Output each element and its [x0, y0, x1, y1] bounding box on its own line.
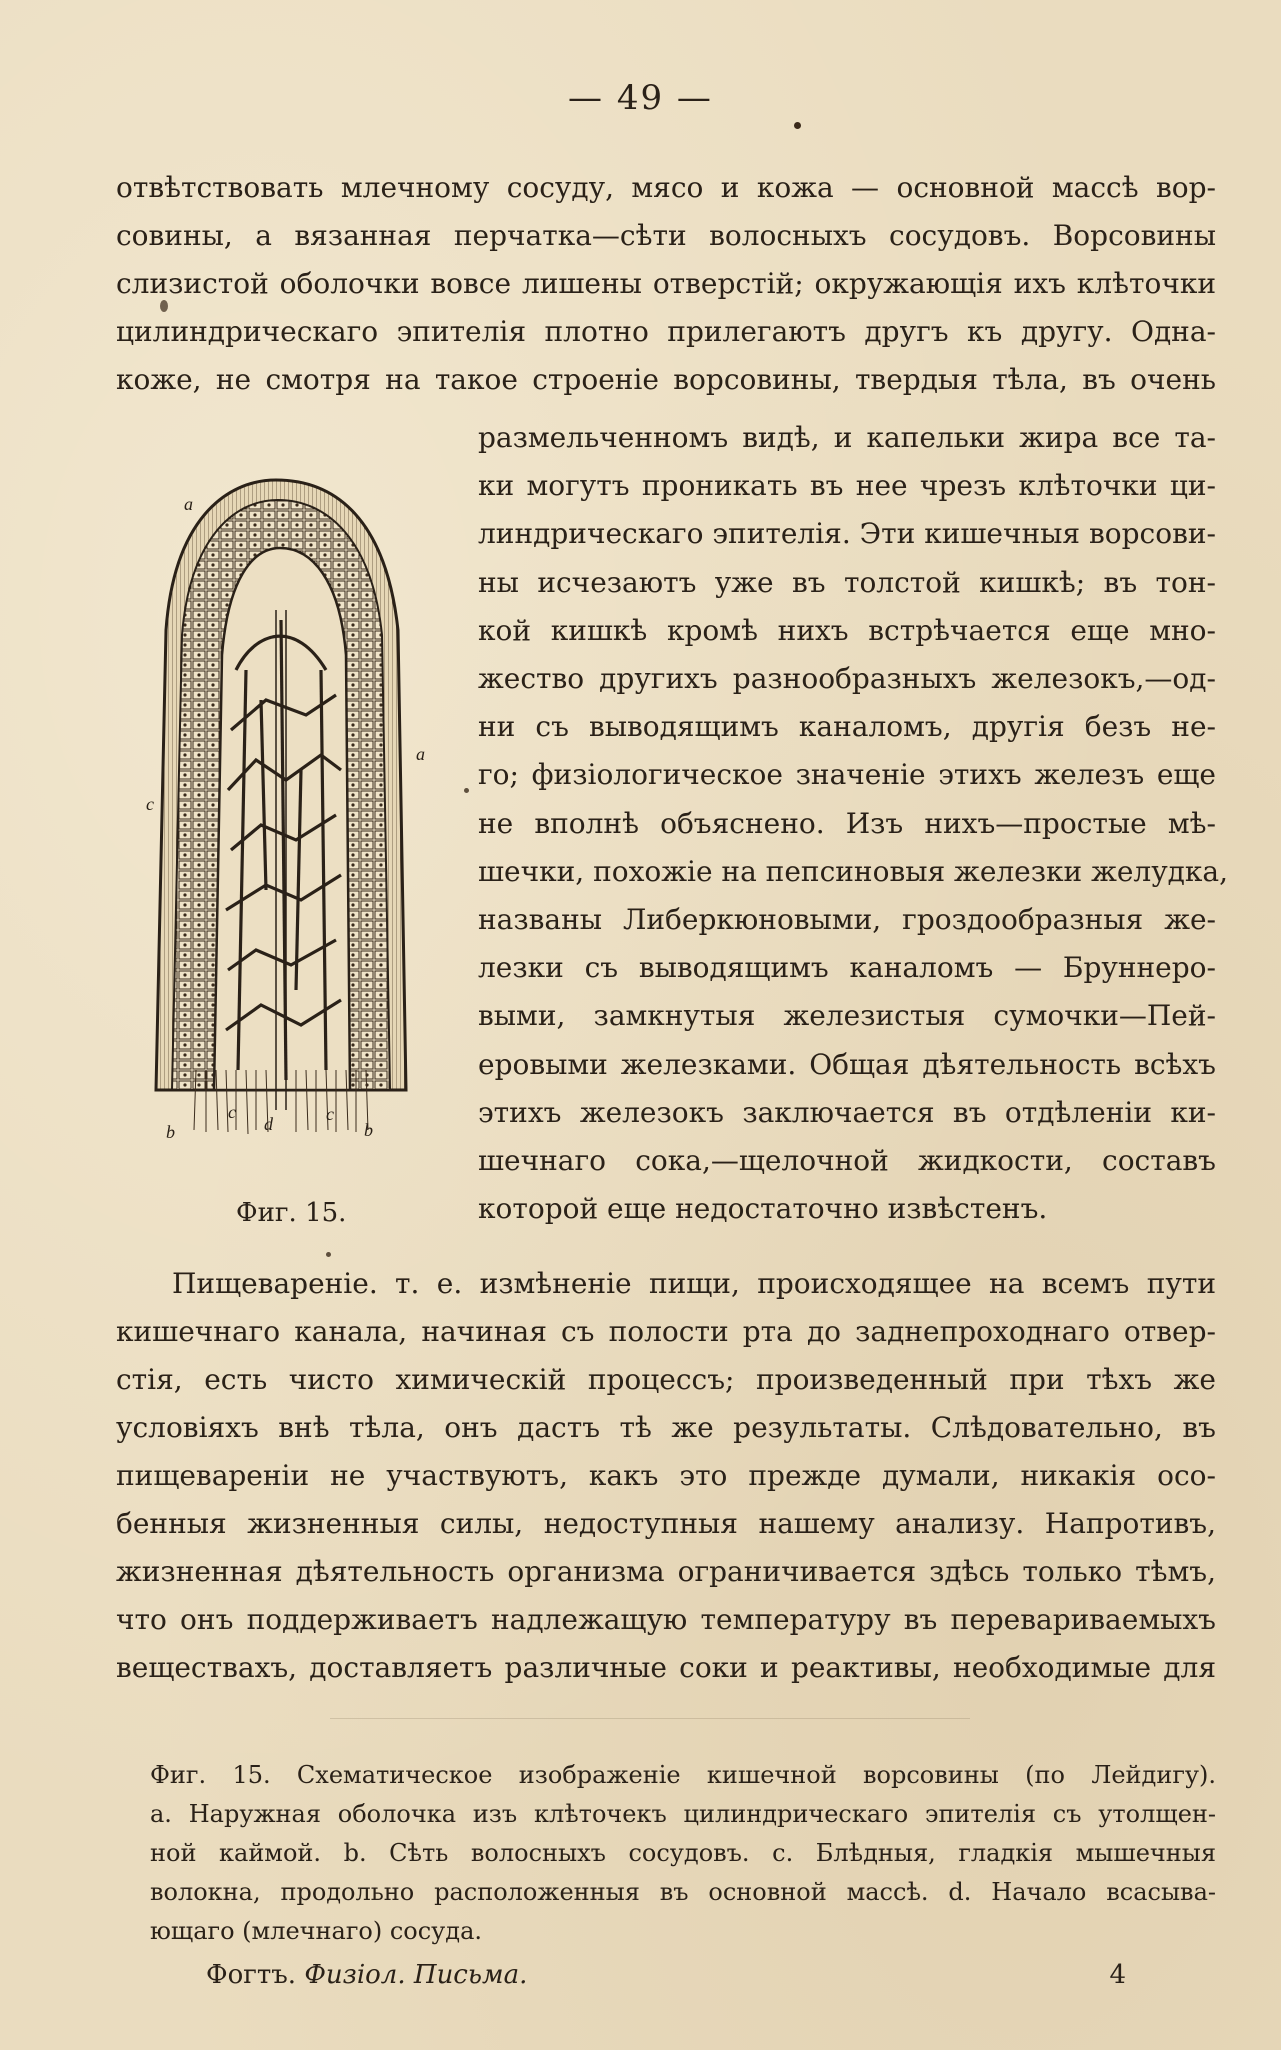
figure-label-a: a [184, 494, 193, 514]
text-line: веществахъ, доставляетъ различные соки и реактивы, необходимые для [116, 1651, 1216, 1684]
text-line: жизненная дѣятельность организма ограничивается здѣсь только тѣмъ, [116, 1555, 1216, 1588]
footer-author: Фогтъ. [206, 1960, 297, 1990]
ink-speck [160, 300, 168, 312]
text-line: ни съ выводящимъ каналомъ, другія безъ не- [478, 710, 1216, 744]
text-line: коже, не смотря на такое строеніе ворсовины, твердыя тѣла, въ очень [116, 363, 1216, 396]
text-line: ны исчезаютъ уже въ толстой кишкѣ; въ тон- [478, 565, 1216, 599]
figure-label-b: b [364, 1120, 373, 1140]
text-line: еровыми железками. Общая дѣятельность всѣхъ [478, 1047, 1216, 1081]
figure-label-c: c [326, 1104, 334, 1124]
text-line: названы Либеркюновыми, гроздообразныя же- [478, 903, 1216, 937]
text-line: которой еще недостаточно извѣстенъ. [478, 1192, 1048, 1226]
text-line: совины, а вязанная перчатка—сѣти волосныхъ сосудовъ. Ворсовины [116, 219, 1216, 252]
text-line: бенныя жизненныя силы, недоступныя нашему анализу. Напротивъ, [116, 1507, 1216, 1540]
footer-running-title [206, 1960, 527, 1990]
text-line: шечки, похожіе на пепсиновыя железки желудка, [478, 854, 1228, 888]
text-line: что онъ поддерживаетъ надлежащую температуру въ перевариваемыхъ [116, 1603, 1216, 1636]
text-line: отвѣтствовать млечному сосуду, мясо и кожа — основной массѣ вор- [116, 171, 1216, 204]
text-line: условіяхъ внѣ тѣла, онъ дастъ тѣ же результаты. Слѣдовательно, въ [116, 1411, 1216, 1444]
text-line: Пищевареніе. т. е. измѣненіе пищи, происходящее на всемъ пути [172, 1267, 1216, 1300]
footnote-divider [330, 1718, 970, 1719]
text-line: не вполнѣ объяснено. Изъ нихъ—простые мѣ- [478, 806, 1216, 840]
footnote-line: ной каймой. b. Сѣть волосныхъ сосудовъ. c. Блѣдныя, гладкія мышечныя [150, 1839, 1216, 1867]
text-line: цилиндрическаго эпителія плотно прилегаютъ другъ къ другу. Одна- [116, 315, 1216, 348]
text-line: кишечнаго канала, начиная съ полости рта до заднепроходнаго отвер- [116, 1315, 1216, 1348]
text-line: линдрическаго эпителія. Эти кишечныя ворсови- [478, 517, 1216, 551]
ink-speck [464, 788, 469, 793]
figure-caption: Фиг. 15. [236, 1198, 347, 1228]
text-line: ки могутъ проникать въ нее чрезъ клѣточки ци- [478, 469, 1216, 503]
figure-label-a: a [416, 744, 425, 764]
top-paragraph [116, 164, 1216, 404]
villus-outer-wall [156, 480, 406, 1090]
main-paragraph [116, 1260, 1216, 1692]
ink-speck [794, 122, 801, 129]
text-line: го; физіологическое значеніе этихъ железъ еще [478, 758, 1216, 792]
text-line: стія, есть чисто химическій процессъ; произведенный при тѣхъ же [116, 1363, 1216, 1396]
villus-illustration [136, 470, 446, 1150]
text-line: кой кишкѣ кромѣ нихъ встрѣчается еще мно- [478, 613, 1216, 647]
footer-signature: 4 [1109, 1960, 1126, 1990]
figure-label-d: d [264, 1114, 273, 1134]
text-line: шечнаго сока,—щелочной жидкости, составъ [478, 1144, 1216, 1178]
text-line: пищевареніи не участвуютъ, какъ это прежде думали, никакія осо- [116, 1459, 1216, 1492]
footnote-line: ющаго (млечнаго) сосуда. [150, 1917, 483, 1945]
footnote [150, 1756, 1216, 1951]
figure-label-c: c [228, 1102, 236, 1122]
text-line: этихъ железокъ заключается въ отдѣленіи ки- [478, 1095, 1216, 1129]
page-number: — 49 — [568, 78, 713, 118]
text-line: лезки съ выводящимъ каналомъ — Бруннеро- [478, 951, 1216, 985]
side-paragraph [478, 414, 1228, 1233]
text-line: жество другихъ разнообразныхъ железокъ,—од- [478, 662, 1216, 696]
footnote-line: волокна, продольно расположенныя въ основной массѣ. d. Начало всасыва- [150, 1878, 1216, 1906]
text-line: размельченномъ видѣ, и капельки жира все та- [478, 421, 1216, 454]
ink-speck [326, 1252, 331, 1257]
text-line: слизистой оболочки вовсе лишены отверстій; окружающія ихъ клѣточки [116, 267, 1216, 300]
figure-label-b: b [166, 1122, 175, 1142]
footnote-line: a. Наружная оболочка изъ клѣточекъ цилиндрическаго эпителія съ утолщен- [150, 1800, 1216, 1828]
footnote-line: Фиг. 15. Схематическое изображеніе кишечной ворсовины (по Лейдигу). [150, 1761, 1216, 1789]
figure-label-c: c [146, 794, 154, 814]
footer-book-title: Физіол. Письма. [304, 1960, 528, 1990]
text-line: выми, замкнутыя железистыя сумочки—Пей- [478, 999, 1216, 1033]
